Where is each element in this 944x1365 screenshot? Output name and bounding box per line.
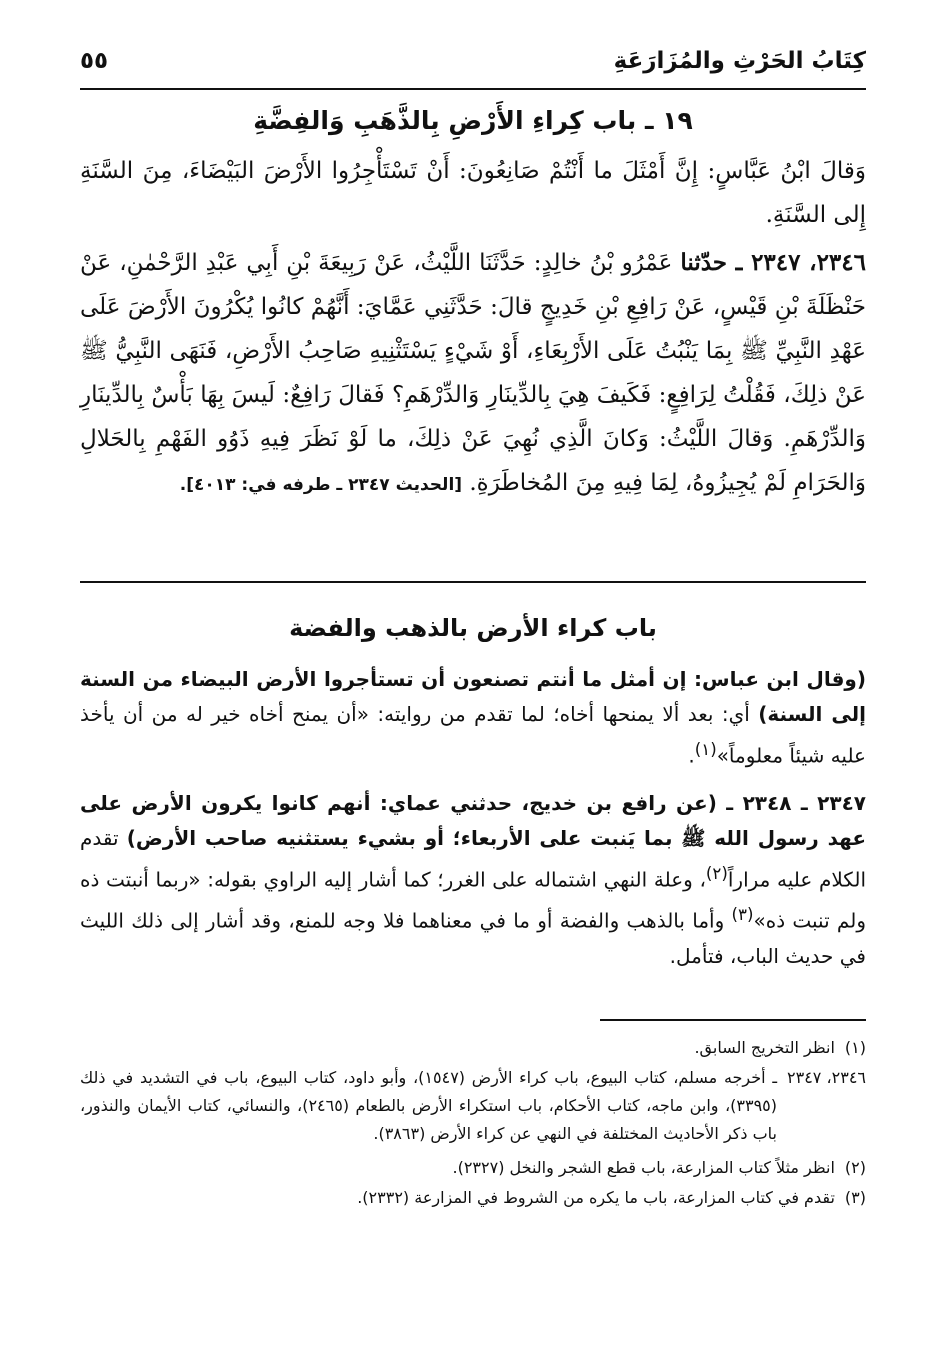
footnote bbox=[80, 1154, 866, 1182]
matn-text bbox=[80, 149, 866, 507]
hadith-number: ٢٣٤٦، ٢٣٤٧ ـ حدّثنا bbox=[680, 249, 866, 276]
page-header bbox=[80, 38, 866, 90]
section-divider bbox=[80, 581, 866, 583]
commentary-body: وأما بالذهب والفضة أو ما في معناهما فلا وجه للمنع، وقد أشار إلى ذلك الليث في حديث الباب، فتأمل. bbox=[80, 908, 866, 968]
footnote-label: (٣) bbox=[844, 1188, 866, 1207]
footnote-label: ٢٣٤٦، ٢٣٤٧ bbox=[787, 1068, 866, 1087]
commentary-body: أي: بعد ألا يمنحها أخاه؛ لما تقدم من روايته: «أن يمنح أخاه خير له من أن يأخذ عليه شيئاً معلوماً» bbox=[80, 702, 866, 768]
footnote bbox=[80, 1034, 866, 1062]
footnote-text: تقدم في كتاب المزارعة، باب ما يكره من الشروط في المزارعة (٢٣٣٢). bbox=[357, 1188, 835, 1207]
commentary-paragraph-2 bbox=[80, 786, 866, 974]
commentary-text bbox=[80, 662, 866, 974]
commentary-heading: باب كراء الأرض بالذهب والفضة bbox=[289, 614, 657, 642]
hadith-text: عَمْرُو بْنُ خالِدٍ: حَدَّثَنَا اللَّيْثُ، عَنْ رَبِيعَةَ بْنِ أَبِي عَبْدِ الرَّحْمٰنِ، عَنْ حَنْظَلَةَ بْنِ قَيْسٍ، عَنْ رَافِعِ بْنِ خَدِيجٍ قالَ: حَدَّثَنِي عَمَّايَ: أَنَّهُمْ كانُوا يُكْرُونَ الأَرْضَ عَلَى عَهْدِ النَّبِيِّ ﷺ بِمَا يَنْبُتُ عَلَى الأَرْبِعَاءِ، أَوْ شَيْءٍ يَسْتَثْنِيهِ صَاحِبُ الأَرْضِ، فَنَهَى النَّبِيُّ ﷺ عَنْ ذلِكَ، فَقُلْتُ لِرَافِعٍ: فَكَيفَ هِيَ بِالدِّينَارِ وَالدِّرْهَمِ؟ فَقالَ رَافِعٌ: لَيسَ بِهَا بَأْسٌ بِالدِّينَارِ وَالدِّرْهَمِ. وَقالَ اللَّيْثُ: وَكانَ الَّذِي نُهِيَ عَنْ ذلِكَ، ما لَوْ نَظَرَ فِيهِ ذَوُو الفَهْمِ بِالحَلالِ وَالحَرَامِ لَمْ يُجِيزُوهُ، لِمَا فِيهِ مِنَ المُخاطَرَةِ. bbox=[80, 250, 866, 496]
commentary-body: ، وعلة النهي اشتماله على الغرر؛ كما أشار إليه الراوي بقوله: «ربما أنبتت ذه ولم تنبت ذه» bbox=[80, 867, 866, 933]
footnote-ref: (٢) bbox=[705, 863, 728, 883]
footnote-ref: (٣) bbox=[731, 905, 754, 925]
hadith-paragraph bbox=[80, 241, 866, 507]
hadith-reference: [الحديث ٢٣٤٧ ـ طرفه في: ٤٠١٣]. bbox=[179, 475, 463, 495]
footnote bbox=[80, 1064, 866, 1148]
footnote-label: (٢) bbox=[844, 1158, 866, 1177]
ibn-abbas-statement: وَقالَ ابْنُ عَبَّاسٍ: إِنَّ أَمْثَلَ ما أَنْتُمْ صَانِعُونَ: أَنْ تَسْتَأْجِرُوا الأَرْضَ البَيْضَاءَ، مِنَ السَّنَةِ إِلى السَّنَةِ. bbox=[80, 158, 866, 228]
footnote-text: انظر التخريج السابق. bbox=[694, 1038, 835, 1057]
running-title: كِتَابُ الحَرْثِ والمُزَارَعَةِ bbox=[613, 48, 866, 74]
footnotes bbox=[80, 1034, 866, 1214]
punctuation: . bbox=[688, 743, 695, 768]
commentary-body: تقدم الكلام عليه مراراً bbox=[80, 825, 866, 892]
footnote bbox=[80, 1184, 866, 1212]
footnote-divider bbox=[600, 1019, 866, 1021]
footnote-text: انظر مثلاً كتاب المزارعة، باب قطع الشجر والنخل (٢٣٢٧). bbox=[452, 1158, 835, 1177]
footnote-ref: (١) bbox=[694, 740, 717, 759]
footnote-label: (١) bbox=[844, 1038, 866, 1057]
commentary-paragraph-1 bbox=[80, 662, 866, 774]
quoted-text: ٢٣٤٧ ـ ٢٣٤٨ ـ (عن رافع بن خديج، حدثني عماي: أنهم كانوا يكرون الأرض على عهد رسول الله ﷺ بما يَنبت على الأربعاء؛ أو بشيء يستثنيه صاحب الأرض) bbox=[80, 790, 867, 850]
page-number: ٥٥ bbox=[80, 48, 109, 74]
quoted-text: (وقال ابن عباس: إن أمثل ما أنتم تصنعون أن تستأجروا الأرض البيضاء من السنة إلى السنة) bbox=[80, 667, 866, 726]
chapter-heading: ١٩ ـ باب كِراءِ الأَرْضِ بِالذَّهَبِ وَالفِضَّةِ bbox=[253, 106, 693, 135]
footnote-text: ـ أخرجه مسلم، كتاب البيوع، باب كراء الأرض (١٥٤٧)، وأبو داود، كتاب البيوع، باب في التشديد في ذلك (٣٣٩٥)، وابن ماجه، كتاب الأحكام، باب استكراء الأرض بالطعام (٢٤٦٥)، والنسائي، كتاب الأيمان والنذور، باب ذكر الأحاديث المختلفة في النهي عن كراء الأرض (٣٨٦٣). bbox=[80, 1068, 778, 1143]
